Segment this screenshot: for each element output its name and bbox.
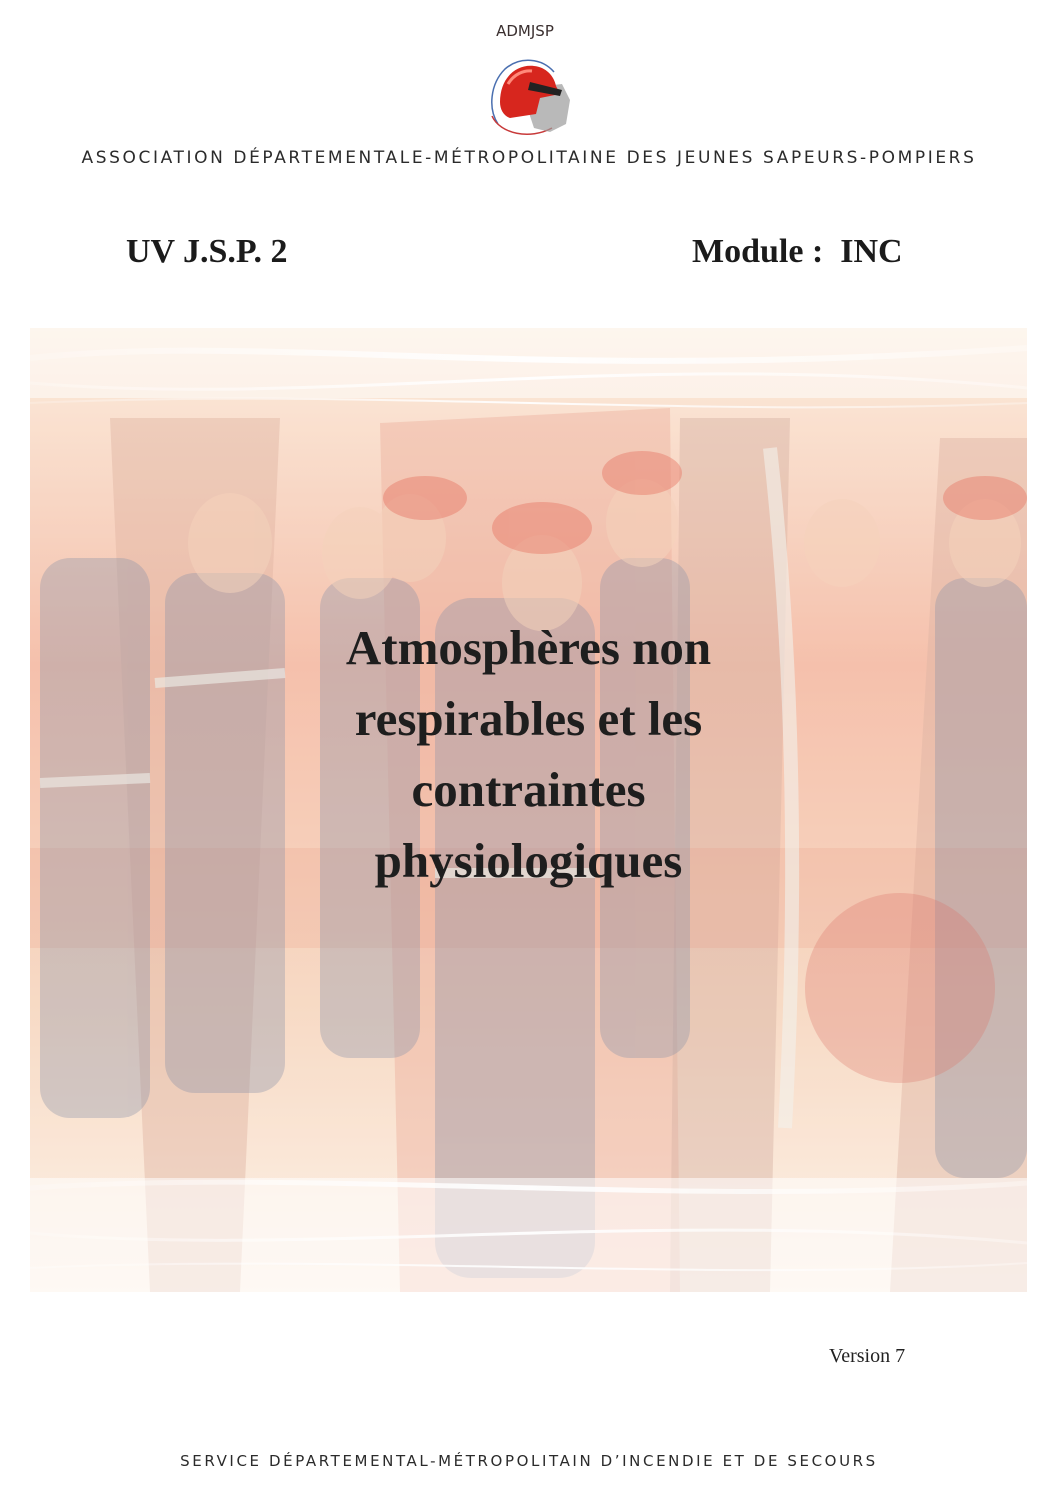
uv-label: UV J.S.P. 2 xyxy=(126,233,288,270)
cover-image xyxy=(30,328,1027,1292)
association-name: ASSOCIATION DÉPARTEMENTALE-MÉTROPOLITAINE DES JEUNES SAPEURS-POMPIERS xyxy=(81,148,977,168)
service-name: SERVICE DÉPARTEMENTAL-MÉTROPOLITAIN D’INCENDIE ET DE SECOURS xyxy=(180,1452,878,1470)
title-line: Atmosphères non xyxy=(345,620,712,675)
document-title xyxy=(30,612,1027,896)
title-line: physiologiques xyxy=(374,833,683,888)
title-line: respirables et les xyxy=(354,691,703,746)
version-label: Version 7 xyxy=(829,1345,906,1367)
helmet-icon xyxy=(470,44,580,144)
module-label: Module : INC xyxy=(692,233,903,270)
admjsp-logo xyxy=(470,22,580,142)
logo-text: ADMJSP xyxy=(496,22,554,40)
title-line: contraintes xyxy=(411,762,646,817)
